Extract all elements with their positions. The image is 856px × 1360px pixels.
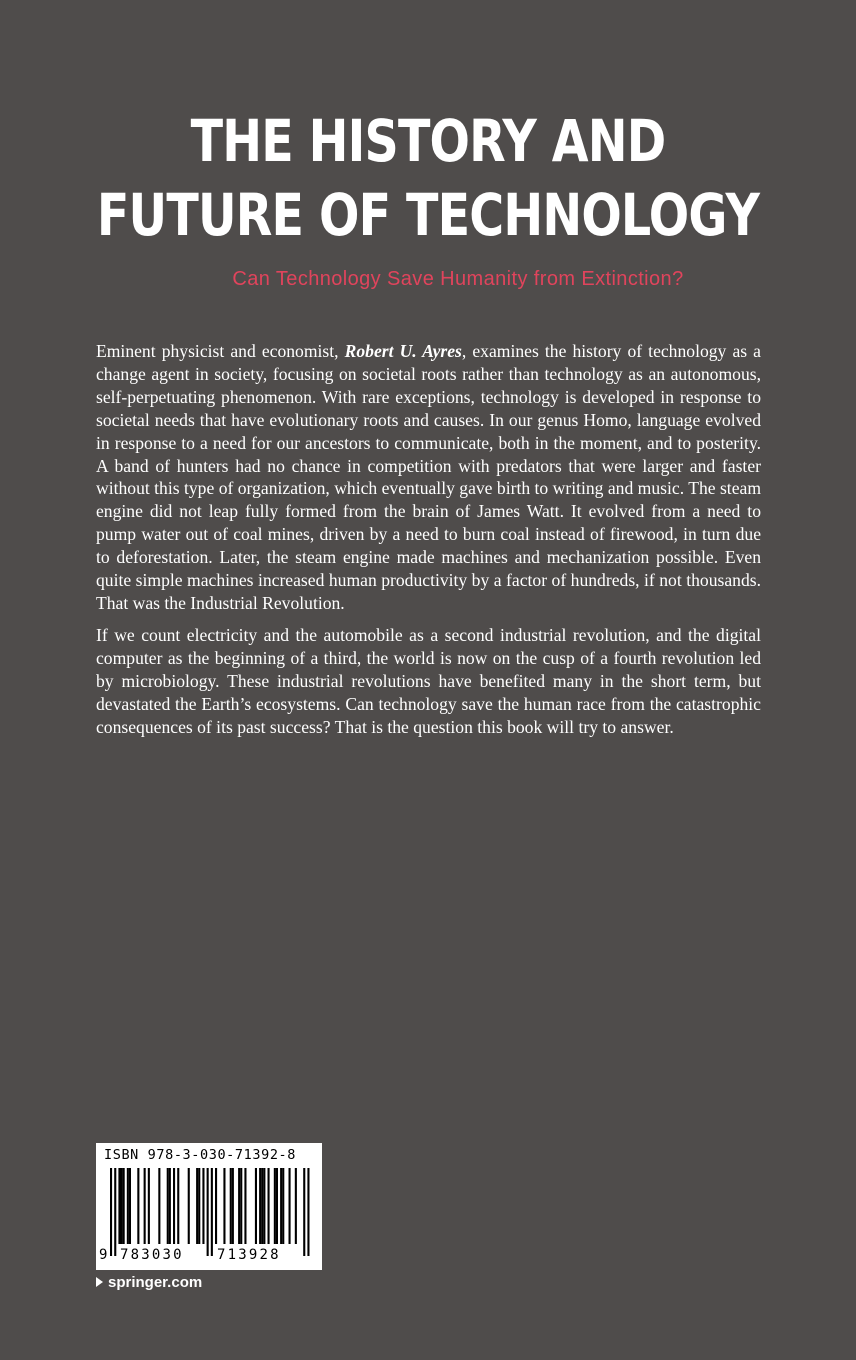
barcode-bar <box>196 1168 198 1244</box>
barcode-bar <box>259 1168 261 1244</box>
blurb-paragraph-2: If we count electricity and the automobile as a second industrial revolution, and the digital computer as the beginning of a third, the world is now on the cusp of a fourth revolution led by microbiology. These industrial revolutions have benefited many in the short term, but devastated the Earth’s ecosystems. Can technology save the human race from the catastrophic consequences of its past success? That is the question this book will try to answer. <box>96 624 761 737</box>
barcode-bar <box>144 1168 146 1244</box>
barcode-bar <box>230 1168 232 1244</box>
barcode-bar <box>261 1168 263 1244</box>
barcode-bar <box>198 1168 200 1244</box>
barcode-bar <box>289 1168 291 1244</box>
ean-right-digits: 713928 <box>217 1247 281 1263</box>
barcode-bar <box>121 1168 123 1244</box>
barcode-bar <box>158 1168 160 1244</box>
barcode-bar <box>232 1168 234 1244</box>
back-cover-blurb <box>96 340 761 747</box>
barcode-bar <box>118 1168 120 1244</box>
barcode-bar <box>280 1168 282 1244</box>
book-title-line-2: FUTURE OF TECHNOLOGY <box>96 181 760 249</box>
barcode-bar <box>167 1168 169 1244</box>
barcode-guard-bar <box>307 1168 309 1256</box>
blurb-intro: Eminent physicist and economist, <box>96 341 345 361</box>
blurb-body: , examines the history of technology as a change agent in society, focusing on societal roots rather than technology as an autonomous, self-perpetuating phenomenon. With rare exceptions, technology is developed in response to societal needs that have evolutionary roots and causes. In our genus Homo, language evolved in response to a need for our ancestors to communicate, both in the moment, and to posterity. A band of hunters had no chance in competition with predators that were larger and faster without this type of organization, which eventually gave birth to writing and music. The steam engine did not leap fully formed from the brain of James Watt. It evolved from a need to pump water out of coal mines, driven by a need to burn coal instead of firewood, in turn due to deforestation. Later, the steam engine made machines and mechanization possible. Even quite simple machines increased human productivity by a factor of hundreds, if not thousands. That was the Industrial Revolution. <box>96 341 761 613</box>
barcode-bar <box>188 1168 190 1244</box>
isbn-barcode <box>96 1143 322 1270</box>
author-name: Robert U. Ayres <box>344 341 462 361</box>
barcode-guard-bar <box>207 1168 209 1256</box>
barcode-guard-bar <box>211 1168 213 1256</box>
barcode-bar <box>263 1168 265 1244</box>
barcode-bar <box>244 1168 246 1244</box>
barcode-bar <box>276 1168 278 1244</box>
barcode-guard-bar <box>110 1168 112 1256</box>
arrow-right-icon <box>96 1277 103 1287</box>
publisher-url: springer.com <box>108 1274 203 1291</box>
barcode-bar <box>295 1168 297 1244</box>
barcode-bar <box>274 1168 276 1244</box>
barcode-bar <box>123 1168 125 1244</box>
publisher-link[interactable] <box>96 1274 202 1291</box>
book-title-line-1: THE HISTORY AND <box>190 107 666 175</box>
barcode-bar <box>215 1168 217 1244</box>
barcode-bar <box>169 1168 171 1244</box>
barcode-bar <box>202 1168 204 1244</box>
barcode-guard-bar <box>114 1168 116 1256</box>
ean-first-digit: 9 <box>99 1247 108 1263</box>
isbn-label: ISBN 978-3-030-71392-8 <box>104 1147 297 1163</box>
barcode-bar <box>240 1168 242 1244</box>
barcode-bar <box>173 1168 175 1244</box>
barcode-bar <box>177 1168 179 1244</box>
barcode-bar <box>129 1168 131 1244</box>
barcode-guard-bar <box>303 1168 305 1256</box>
book-subtitle: Can Technology Save Humanity from Extinction? <box>232 268 684 290</box>
book-title <box>77 104 779 252</box>
barcode-bar <box>148 1168 150 1244</box>
barcode-bar <box>127 1168 129 1244</box>
barcode-bar <box>223 1168 225 1244</box>
barcode-bar <box>137 1168 139 1244</box>
ean-left-digits: 783030 <box>120 1247 184 1263</box>
barcode-bar <box>238 1168 240 1244</box>
barcode-bar <box>282 1168 284 1244</box>
blurb-paragraph-1 <box>96 340 761 615</box>
barcode-bar <box>255 1168 257 1244</box>
barcode-bar <box>268 1168 270 1244</box>
